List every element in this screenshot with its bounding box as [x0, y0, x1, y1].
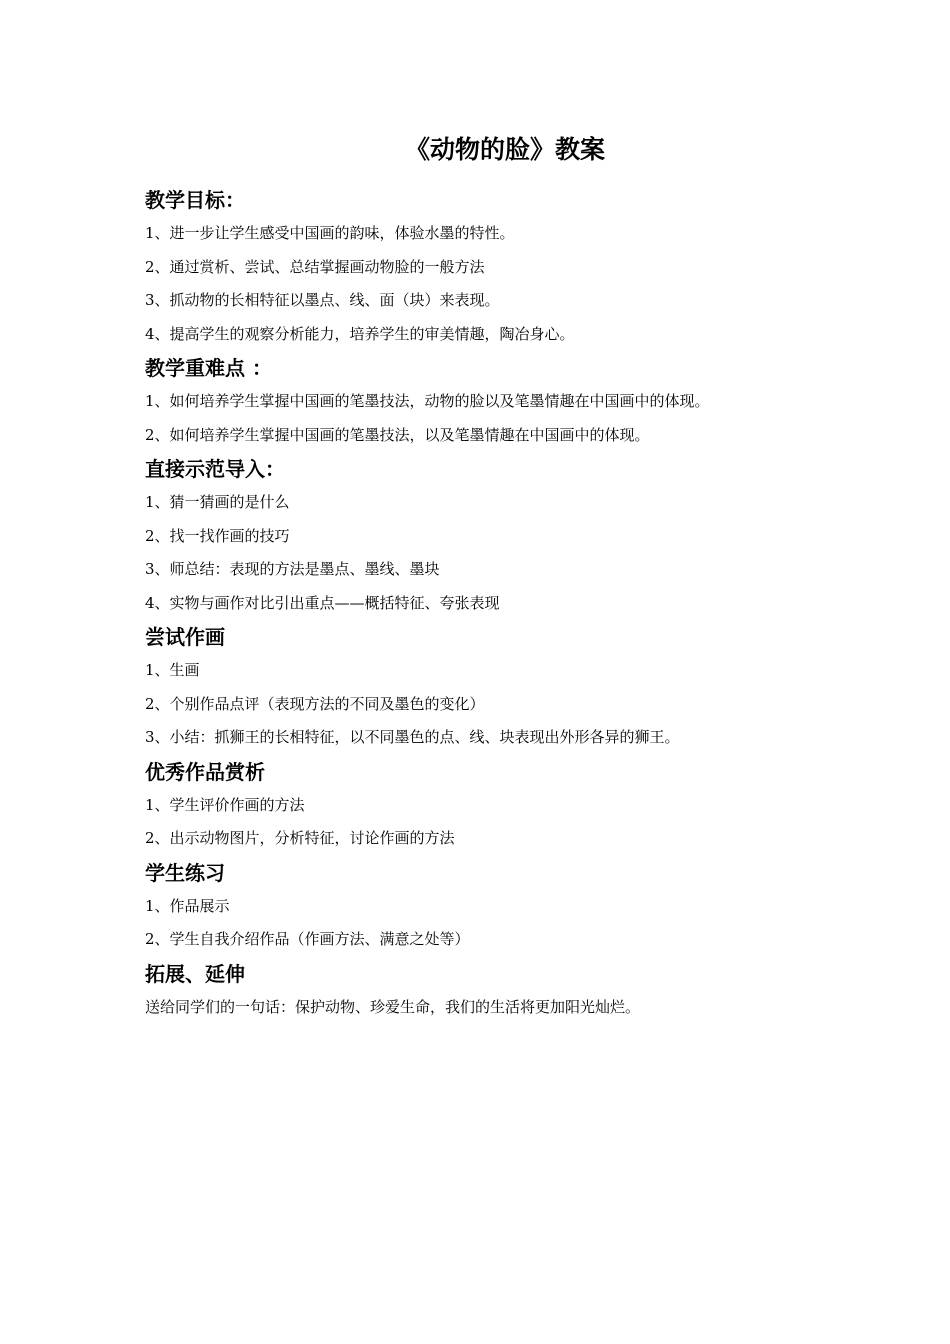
list-item: 1、作品展示: [145, 896, 230, 915]
document-title: 《动物的脸》教案: [404, 135, 605, 164]
list-item: 3、小结：抓狮王的长相特征，以不同墨色的点、线、块表现出外形各异的狮王。: [145, 728, 680, 746]
section-heading: 尝试作画: [145, 625, 225, 649]
list-item: 送给同学们的一句话：保护动物、珍爱生命，我们的生活将更加阳光灿烂。: [145, 997, 641, 1016]
list-item: 4、实物与画作对比引出重点——概括特征、夸张表现: [145, 593, 500, 612]
section-demonstration-intro: [145, 452, 845, 620]
list-item: 4、提高学生的观察分析能力，培养学生的审美情趣，陶冶身心。: [145, 324, 575, 343]
list-item: 2、个别作品点评（表现方法的不同及墨色的变化）: [145, 694, 485, 713]
section-heading: 学生练习: [145, 860, 225, 885]
list-item: 1、进一步让学生感受中国画的韵味，体验水墨的特性。: [145, 224, 515, 242]
list-item: 2、通过赏析、尝试、总结掌握画动物脸的一般方法: [145, 257, 485, 276]
section-heading: 教学目标：: [145, 188, 245, 212]
list-item: 2、出示动物图片，分析特征，讨论作画的方法: [145, 829, 455, 847]
list-item: 1、学生评价作画的方法: [145, 795, 305, 814]
list-item: 2、找一找作画的技巧: [145, 526, 290, 545]
document-body: [145, 183, 845, 1024]
section-key-points: [145, 351, 845, 452]
section-heading: 优秀作品赏析: [145, 759, 265, 784]
section-teaching-goals: [145, 183, 845, 351]
list-item: 1、猜一猜画的是什么: [145, 493, 290, 511]
section-heading: 拓展、延伸: [145, 961, 245, 986]
section-appreciation: [145, 755, 845, 856]
list-item: 2、如何培养学生掌握中国画的笔墨技法，以及笔墨情趣在中国画中的体现。: [145, 425, 650, 444]
section-heading: 直接示范导入：: [145, 457, 285, 481]
section-heading: 教学重难点 ：: [145, 356, 272, 380]
section-extension: [145, 957, 845, 1025]
section-student-practice: [145, 856, 845, 957]
list-item: 2、学生自我介绍作品（作画方法、满意之处等）: [145, 930, 470, 948]
list-item: 1、如何培养学生掌握中国画的笔墨技法，动物的脸以及笔墨情趣在中国画中的体现。: [145, 392, 710, 410]
list-item: 3、师总结：表现的方法是墨点、墨线、墨块: [145, 560, 440, 578]
list-item: 1、生画: [145, 661, 200, 679]
list-item: 3、抓动物的长相特征以墨点、线、面（块）来表现。: [145, 291, 500, 309]
section-try-painting: [145, 620, 845, 755]
